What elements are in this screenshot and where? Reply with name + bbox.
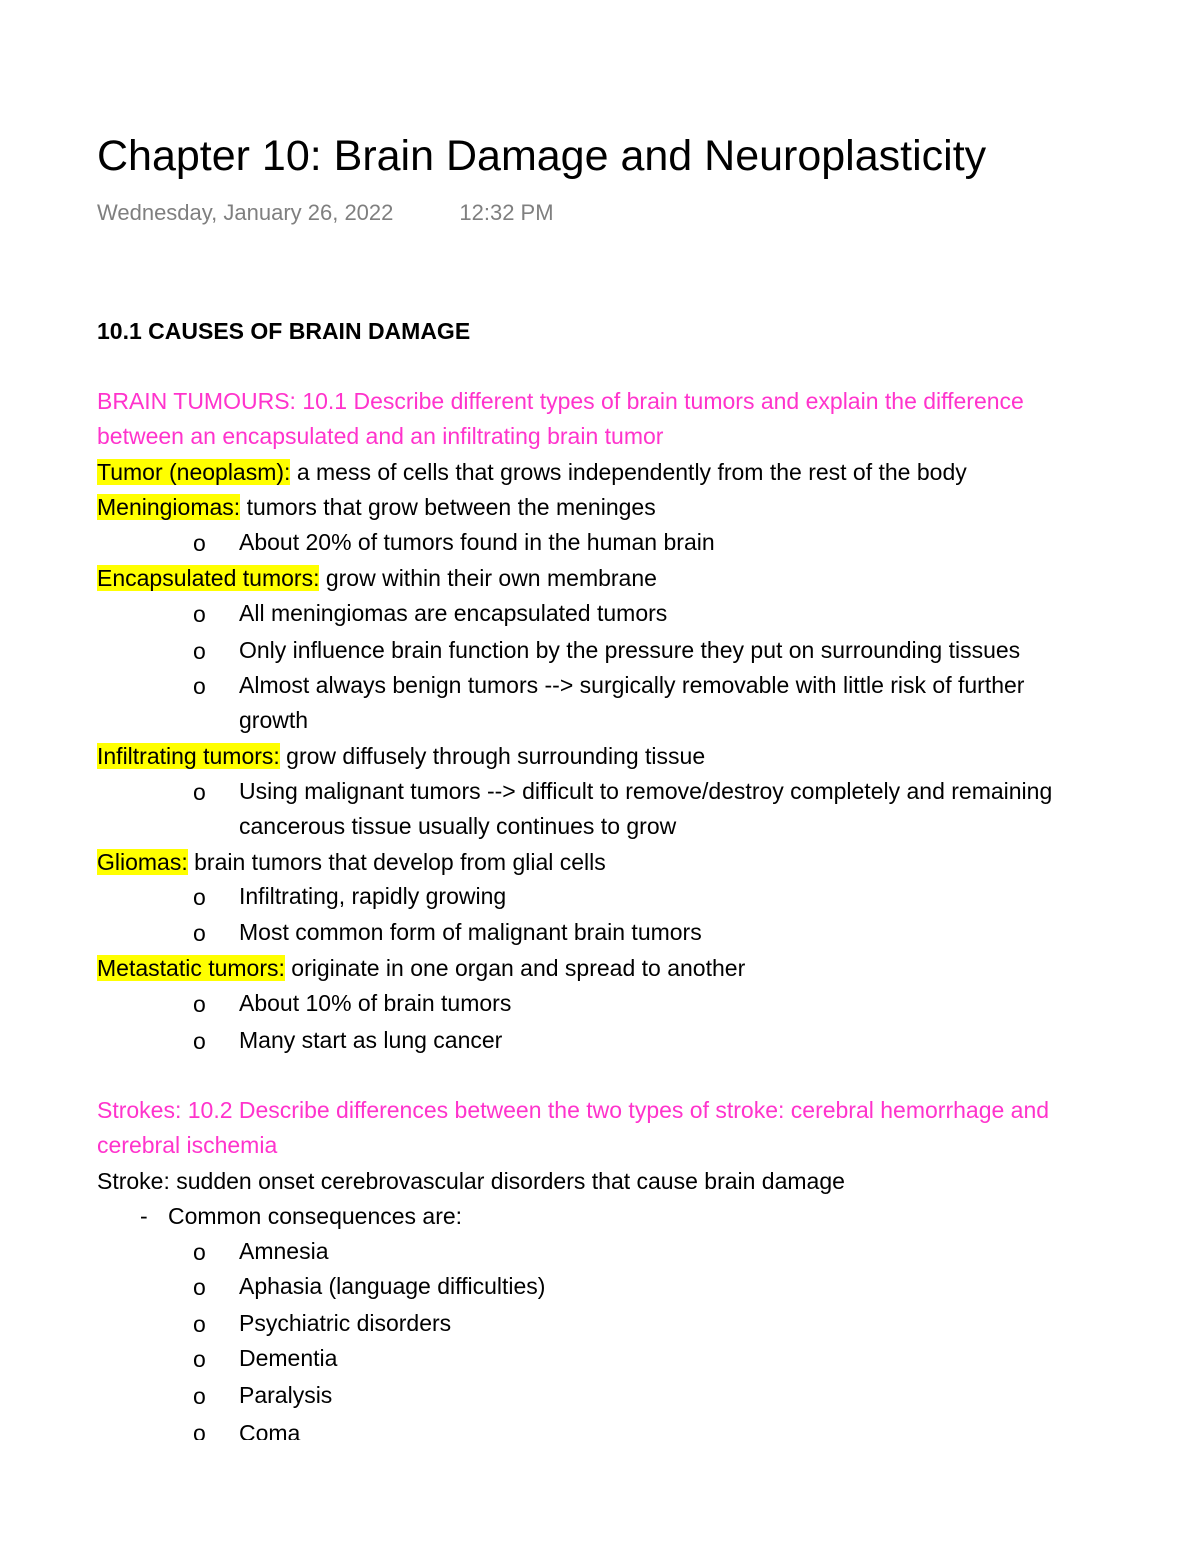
clipped-last-line xyxy=(0,1418,1200,1440)
term-meningiomas: Meningiomas: xyxy=(97,494,241,520)
stroke-definition: Stroke: sudden onset cerebrovascular disorders that cause brain damage xyxy=(97,1168,845,1194)
def-tumor: a mess of cells that grows independently from the rest of the body xyxy=(290,459,967,485)
definition-metastatic xyxy=(97,953,745,983)
section-heading: 10.1 CAUSES OF BRAIN DAMAGE xyxy=(97,318,471,344)
list-item: Most common form of malignant brain tumors xyxy=(239,919,702,945)
definition-infiltrating xyxy=(97,741,705,771)
strokes-objective-line1: Strokes: 10.2 Describe differences between the two types of stroke: cerebral hemorrhage and xyxy=(97,1097,1050,1123)
bullet-marker: o xyxy=(193,638,206,664)
list-item: Psychiatric disorders xyxy=(239,1310,452,1336)
definition-meningiomas xyxy=(97,492,656,522)
strokes-objective-line2: cerebral ischemia xyxy=(97,1132,278,1158)
definition-encapsulated xyxy=(97,563,657,593)
def-infiltrating: grow diffusely through surrounding tissue xyxy=(279,743,706,769)
list-item: Aphasia (language difficulties) xyxy=(239,1273,546,1299)
definition-tumor xyxy=(97,457,967,487)
bullet-marker: o xyxy=(193,920,206,946)
list-item: Infiltrating, rapidly growing xyxy=(239,883,507,909)
bullet-marker: o xyxy=(193,991,206,1017)
page-date: Wednesday, January 26, 2022 xyxy=(97,200,394,225)
term-metastatic: Metastatic tumors: xyxy=(97,955,285,981)
bullet-marker: o xyxy=(193,884,206,910)
list-item: Using malignant tumors --> difficult to remove/destroy completely and remaining xyxy=(239,778,1053,804)
list-item: Dementia xyxy=(239,1345,338,1371)
def-meningiomas: tumors that grow between the meninges xyxy=(240,494,656,520)
definition-gliomas xyxy=(97,847,606,877)
dash-marker: - xyxy=(140,1203,148,1229)
bullet-marker: o xyxy=(193,1311,206,1337)
list-item: Paralysis xyxy=(239,1382,333,1408)
list-item: Only influence brain function by the pressure they put on surrounding tissues xyxy=(239,637,1021,663)
list-item: Amnesia xyxy=(239,1238,329,1264)
bullet-marker: o xyxy=(193,1383,206,1409)
tumours-objective-line1: BRAIN TUMOURS: 10.1 Describe different types of brain tumors and explain the difference xyxy=(97,388,1024,414)
list-item: Many start as lung cancer xyxy=(239,1027,503,1053)
bullet-marker: o xyxy=(193,1028,206,1054)
bullet-marker: o xyxy=(193,1239,206,1265)
tumours-objective-line2: between an encapsulated and an infiltrating brain tumor xyxy=(97,423,664,449)
page-time: 12:32 PM xyxy=(459,200,554,225)
bullet-marker: o xyxy=(193,530,206,556)
term-tumor: Tumor (neoplasm): xyxy=(97,459,291,485)
list-item-continuation: cancerous tissue usually continues to grow xyxy=(239,813,677,839)
term-infiltrating: Infiltrating tumors: xyxy=(97,743,280,769)
def-metastatic: originate in one organ and spread to another xyxy=(284,955,746,981)
bullet-marker: o xyxy=(193,1274,206,1300)
list-item: About 10% of brain tumors xyxy=(239,990,512,1016)
bullet-marker: o xyxy=(193,1420,206,1440)
term-gliomas: Gliomas: xyxy=(97,849,188,875)
page-meta xyxy=(97,200,554,226)
list-item-continuation: growth xyxy=(239,707,309,733)
consequences-label: Common consequences are: xyxy=(168,1203,463,1229)
bullet-marker: o xyxy=(193,601,206,627)
bullet-marker: o xyxy=(193,779,206,805)
list-item: About 20% of tumors found in the human brain xyxy=(239,529,715,555)
def-gliomas: brain tumors that develop from glial cells xyxy=(187,849,606,875)
list-item: All meningiomas are encapsulated tumors xyxy=(239,600,668,626)
list-item: Almost always benign tumors --> surgically removable with little risk of further xyxy=(239,672,1025,698)
page-title: Chapter 10: Brain Damage and Neuroplasticity xyxy=(97,132,987,180)
bullet-marker: o xyxy=(193,673,206,699)
bullet-marker: o xyxy=(193,1346,206,1372)
term-encapsulated: Encapsulated tumors: xyxy=(97,565,320,591)
list-item: Coma xyxy=(239,1420,301,1440)
def-encapsulated: grow within their own membrane xyxy=(319,565,657,591)
